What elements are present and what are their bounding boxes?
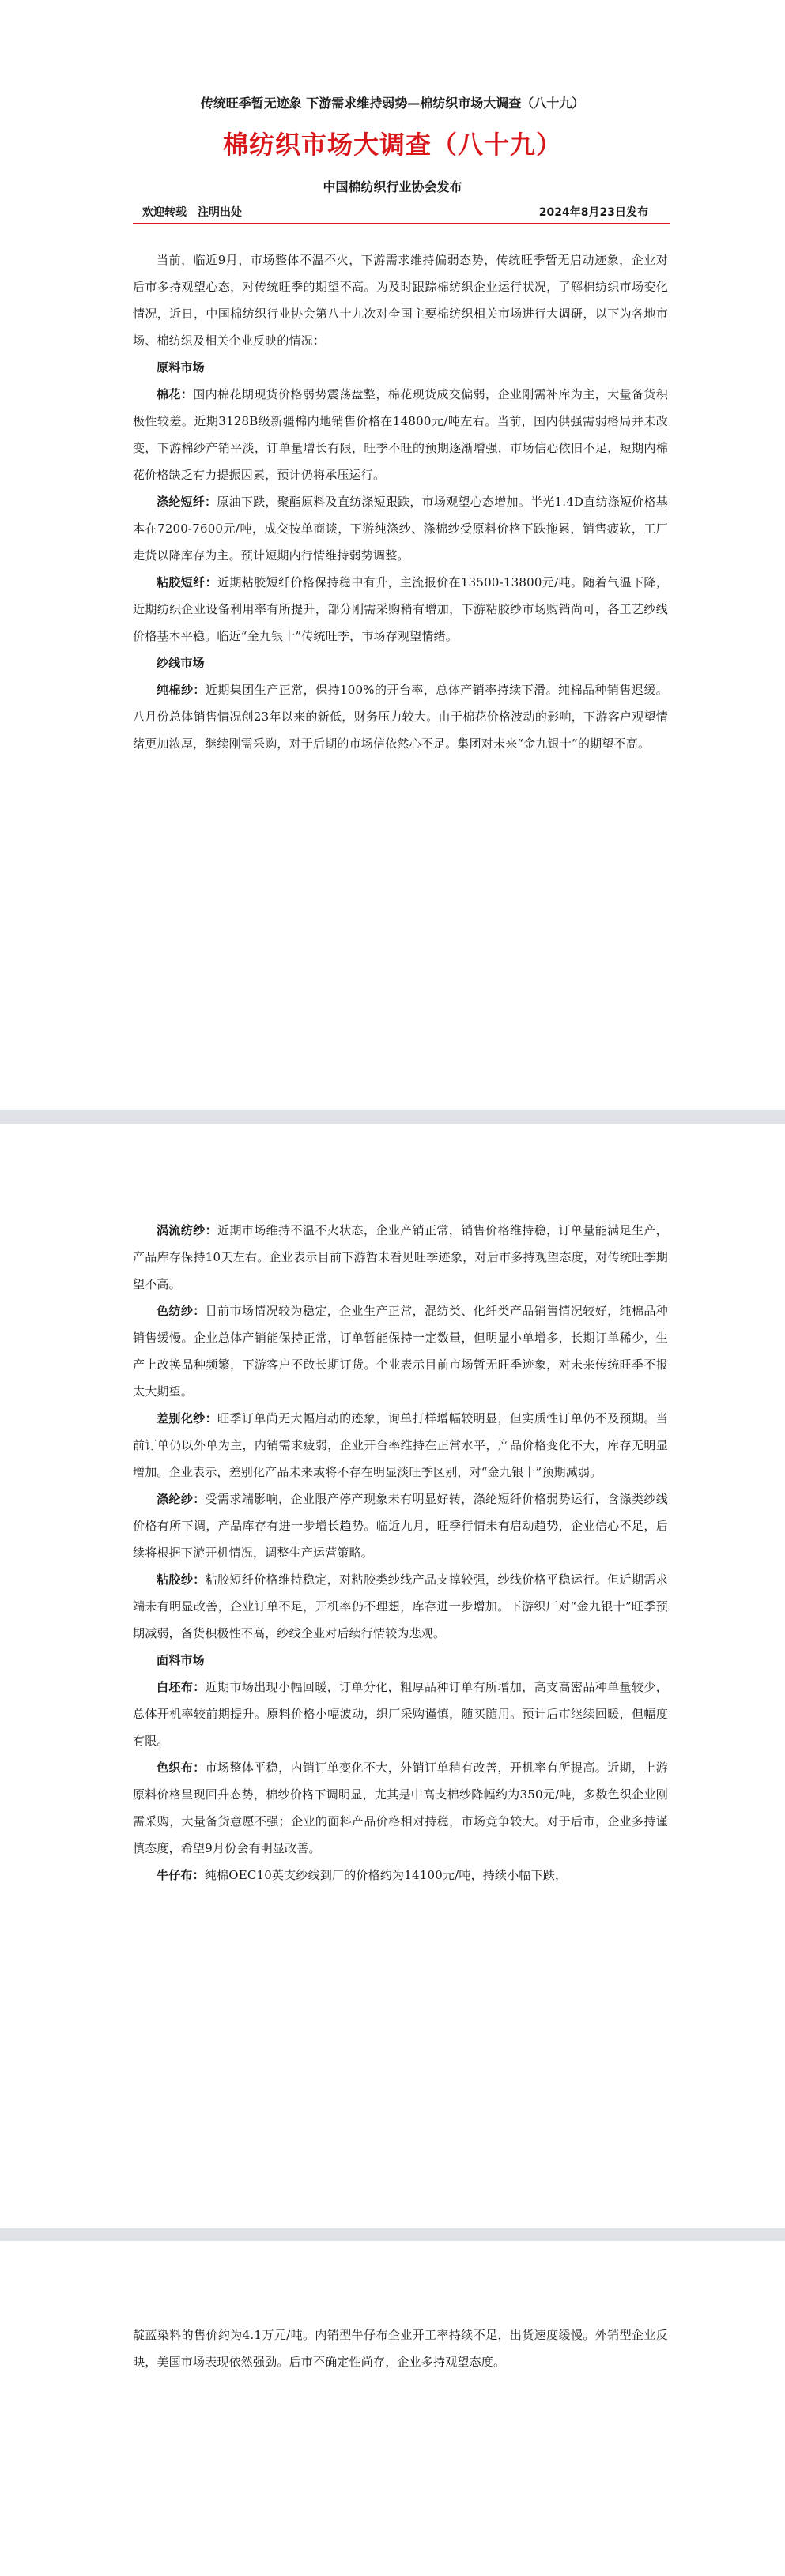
reprint-note: 欢迎转载 注明出处 <box>142 206 242 219</box>
text-viscose: 近期粘胶短纤价格保持稳中有升，主流报价在13500-13800元/吨。随着气温下降，近期纺织企业设备利用率有所提升，部分刚需采购稍有增加，下游粘胶纱市场购销尚可，各工艺纱线价格基本平稳。临近“金九银十”传统旺季，市场存观望情绪。 <box>133 575 668 643</box>
label-greige: 白坯布： <box>157 1680 206 1694</box>
para-denim-continued: 靛蓝染料的售价约为4.1万元/吨。内销型牛仔布企业开工率持续不足，出货速度缓慢。外销型企业反映，美国市场表现依然强劲。后市不确定性尚存，企业多持观望态度。 <box>133 2328 668 2369</box>
text-viscose-yarn: 粘胶短纤价格维持稳定，对粘胶类纱线产品支撑较强，纱线价格平稳运行。但近期需求端未有明显改善，企业订单不足，开机率仍不理想，库存进一步增加。下游织厂对“金九银十”旺季预期减弱，备货积极性不高，纱线企业对后续行情较为悲观。 <box>133 1572 668 1640</box>
label-cotton-yarn: 纯棉纱： <box>157 683 206 697</box>
para-cotton-yarn <box>133 676 668 757</box>
section-raw-materials: 原料市场 <box>157 360 205 375</box>
para-color-yarn <box>133 1297 668 1405</box>
label-differential: 差别化纱： <box>157 1411 218 1425</box>
page-gap-1 <box>0 1110 785 1124</box>
text-color-yarn: 目前市场情况较为稳定，企业生产正常，混纺类、化纤类产品销售情况较好，纯棉品种销售缓慢。企业总体产销能保持正常，订单暂能保持一定数量，但明显小单增多，长期订单稀少，生产上改换品种频繁，下游客户不敢长期订货。企业表示目前市场暂无旺季迹象，对未来传统旺季不报太大期望。 <box>133 1304 668 1399</box>
para-vortex <box>133 1217 668 1297</box>
para-greige <box>133 1674 668 1754</box>
article-body-3 <box>133 2322 668 2375</box>
text-cotton-yarn: 近期集团生产正常，保持100%的开台率，总体产销率持续下滑。纯棉品种销售迟缓。八月份总体销售情况创23年以来的新低，财务压力较大。由于棉花价格波动的影响，下游客户观望情绪更加浓厚，继续刚需采购，对于后期的市场信依然心不足。集团对未来“金九银十”的期望不高。 <box>133 683 669 751</box>
header-meta <box>142 204 648 220</box>
label-denim: 牛仔布： <box>157 1868 205 1882</box>
page-gap-2 <box>0 2228 785 2241</box>
text-cotton: 国内棉花期现货价格弱势震荡盘整，棉花现货成交偏弱，企业刚需补库为主，大量备货积极性较差。近期3128B级新疆棉内地销售价格在14800元/吨左右。当前，国内供强需弱格局并未改变，下游棉纱产销平淡，订单量增长有限，旺季不旺的预期逐渐增强，市场信心依旧不足，短期内棉花价格缺乏有力提振因素，预计仍将承压运行。 <box>133 387 668 482</box>
publisher: 中国棉纺织行业协会发布 <box>323 179 462 194</box>
para-cotton <box>133 381 668 488</box>
para-tc-yarn <box>133 1486 668 1566</box>
page-title: 棉纺织市场大调查（八十九） <box>222 130 562 160</box>
text-denim: 纯棉OEC10英支纱线到厂的价格约为14100元/吨，持续小幅下跌， <box>204 1868 568 1882</box>
label-tc-yarn: 涤纶纱： <box>157 1492 206 1506</box>
para-polyester <box>133 488 668 569</box>
page-2 <box>0 1124 785 2228</box>
header-subtitle: 传统旺季暂无迹象 下游需求维持弱势—棉纺织市场大调查（八十九） <box>200 96 585 111</box>
intro-paragraph: 当前，临近9月，市场整体不温不火，下游需求维持偏弱态势，传统旺季暂无启动迹象，企业对后市多持观望心态，对传统旺季的期望不高。为及时跟踪棉纺织企业运行状况，了解棉纺织市场变化情况，近日，中国棉纺织行业协会第八十九次对全国主要棉纺织相关市场进行大调研，以下为各地市场、棉纺织及相关企业反映的情况： <box>133 253 668 348</box>
article-body-2 <box>133 1217 668 1889</box>
para-viscose-yarn <box>133 1566 668 1647</box>
article-body-1 <box>133 247 668 757</box>
label-viscose: 粘胶短纤： <box>157 575 217 589</box>
text-polyester: 原油下跌，聚酯原料及直纺涤短跟跌，市场观望心态增加。半光1.4D直纺涤短价格基本在7200-7600元/吨，成交按单商谈，下游纯涤纱、涤棉纱受原料价格下跌拖累，销售疲软，工厂走货以降库存为主。预计短期内行情维持弱势调整。 <box>133 495 668 563</box>
text-tc-yarn: 受需求端影响，企业限产停产现象未有明显好转，涤纶短纤价格弱势运行，含涤类纱线价格有所下调，产品库存有进一步增长趋势。临近九月，旺季行情未有启动趋势，企业信心不足，后续将根据下游开机情况，调整生产运营策略。 <box>133 1492 668 1560</box>
section-yarn: 纱线市场 <box>157 656 205 670</box>
label-cotton: 棉花： <box>157 387 194 401</box>
label-yarn-dyed: 色织布： <box>157 1761 206 1775</box>
label-color-yarn: 色纺纱： <box>157 1304 206 1318</box>
text-yarn-dyed: 市场整体平稳，内销订单变化不大，外销订单稍有改善，开机率有所提高。近期，上游原料价格呈现回升态势，棉纱价格下调明显，尤其是中高支棉纱降幅约为350元/吨，多数色织企业刚需采购，大量备货意愿不强；企业的面料产品价格相对持稳，市场竞争较大。对于后市，企业多持谨慎态度，希望9月份会有明显改善。 <box>133 1761 668 1855</box>
label-polyester: 涤纶短纤： <box>157 495 217 509</box>
header-divider <box>133 223 670 224</box>
label-vortex: 涡流纺纱： <box>157 1223 218 1237</box>
page-3 <box>0 2241 785 2576</box>
publish-date: 2024年8月23日发布 <box>538 206 648 219</box>
para-viscose <box>133 569 668 650</box>
para-denim <box>133 1862 668 1889</box>
section-fabric: 面料市场 <box>157 1653 205 1667</box>
text-differential: 旺季订单尚无大幅启动的迹象，询单打样增幅较明显，但实质性订单仍不及预期。当前订单仍以外单为主，内销需求疲弱，企业开台率维持在正常水平，产品价格变化不大，库存无明显增加。企业表示，差别化产品未来或将不存在明显淡旺季区别，对“金九银十”预期减弱。 <box>133 1411 668 1479</box>
para-yarn-dyed <box>133 1754 668 1862</box>
page-1 <box>0 0 785 1110</box>
label-viscose-yarn: 粘胶纱： <box>157 1572 206 1587</box>
para-differential <box>133 1405 668 1486</box>
text-greige: 近期市场出现小幅回暖，订单分化，粗厚品种订单有所增加，高支高密品种单量较少，总体开机率较前期提升。原料价格小幅波动，织厂采购谨慎，随买随用。预计后市继续回暖，但幅度有限。 <box>133 1680 668 1748</box>
text-vortex: 近期市场维持不温不火状态，企业产销正常，销售价格维持稳，订单量能满足生产，产品库存保持10天左右。企业表示目前下游暂未看见旺季迹象，对后市多持观望态度，对传统旺季期望不高。 <box>133 1223 668 1291</box>
